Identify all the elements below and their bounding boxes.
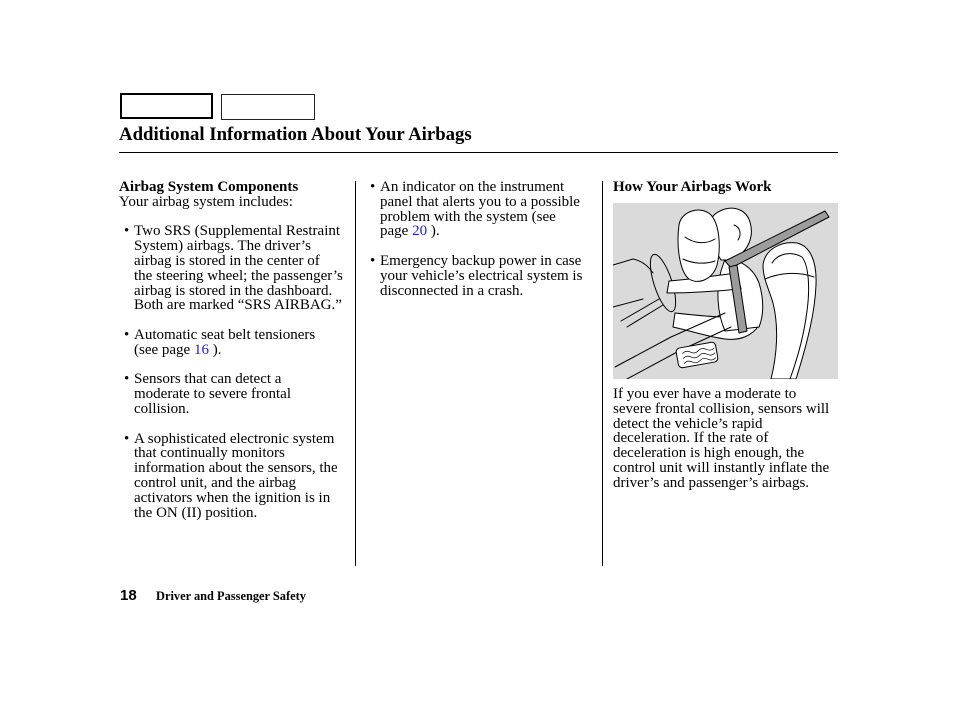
text-line: detect the vehicle’s rapid: [613, 415, 763, 432]
page-reference-line: [134, 343, 351, 358]
text-line: panel that alerts you to a possible: [380, 193, 580, 210]
text-line: An indicator on the instrument: [380, 179, 565, 195]
section-heading: How Your Airbags Work: [613, 179, 772, 195]
text-line: severe frontal collision, sensors will: [613, 400, 830, 417]
text-line: that continually monitors: [134, 445, 285, 462]
text-line: System) airbags. The driver’s: [134, 238, 311, 255]
nav-box-button-1[interactable]: [120, 93, 213, 119]
reference-prefix: (see page: [134, 341, 191, 358]
column-right: [613, 180, 839, 195]
bullet-glyph: •: [370, 179, 376, 195]
paragraph-how-airbags-work: [613, 387, 829, 491]
title-rule: [119, 152, 838, 153]
text-line: deceleration. If the rate of: [613, 430, 769, 447]
reference-suffix: ).: [212, 341, 222, 358]
text-line: If you ever have a moderate to: [613, 386, 797, 402]
text-line: airbag is stored in the center of: [134, 252, 320, 269]
text-line: Two SRS (Supplemental Restraint: [134, 223, 341, 240]
bullet-glyph: •: [124, 430, 130, 447]
bullet-item: [365, 254, 597, 298]
bullet-glyph: •: [124, 371, 130, 388]
text-line: Sensors that can detect a: [134, 371, 282, 388]
airbag-illustration: [613, 203, 838, 379]
bullet-glyph: •: [370, 252, 376, 269]
text-line: disconnected in a crash.: [380, 282, 524, 299]
intro-text: Your airbag system includes:: [119, 193, 293, 210]
column-divider-left: [355, 181, 356, 566]
text-line: collision.: [134, 400, 190, 417]
page-link-16[interactable]: 16: [193, 341, 209, 358]
text-line: the ON (II) position.: [134, 504, 258, 521]
text-line: control unit will instantly inflate the: [613, 459, 830, 476]
bullet-item: [119, 224, 351, 313]
text-line: Both are marked “SRS AIRBAG.”: [134, 297, 342, 314]
text-line: Emergency backup power in case: [380, 252, 582, 269]
page-title: Additional Information About Your Airbags: [119, 124, 472, 145]
text-line: moderate to severe frontal: [134, 386, 292, 403]
text-line: Automatic seat belt tensioners: [134, 326, 316, 343]
text-line: your vehicle’s electrical system is: [380, 267, 583, 284]
bullet-glyph: •: [124, 223, 130, 240]
page-number: 18: [120, 587, 137, 604]
bullet-item: [119, 432, 351, 521]
section-heading: Airbag System Components: [119, 179, 299, 195]
text-line: control unit, and the airbag: [134, 474, 297, 491]
bullet-item: [365, 180, 597, 239]
text-line: the steering wheel; the passenger’s: [134, 267, 343, 284]
nav-box-button-2[interactable]: [221, 94, 315, 120]
reference-suffix: ).: [430, 223, 440, 240]
text-line: deceleration is high enough, the: [613, 445, 805, 462]
column-left: [119, 180, 351, 535]
text-line: problem with the system (see: [380, 208, 556, 225]
text-line: airbag is stored in the dashboard.: [134, 282, 333, 299]
page-link-20[interactable]: 20: [412, 223, 428, 240]
column-divider-right: [602, 181, 603, 566]
bullet-glyph: •: [124, 326, 130, 343]
inflated-airbag: [678, 210, 719, 281]
bullet-item: [119, 328, 351, 358]
section-title: Driver and Passenger Safety: [156, 589, 306, 603]
column-middle: [365, 180, 597, 313]
text-line: information about the sensors, the: [134, 460, 338, 477]
text-line: driver’s and passenger’s airbags.: [613, 474, 810, 491]
text-line: A sophisticated electronic system: [134, 430, 335, 447]
page-reference-line: [380, 224, 597, 239]
bullet-item: [119, 372, 351, 416]
reference-prefix: page: [380, 223, 409, 240]
text-line: activators when the ignition is in: [134, 489, 331, 506]
